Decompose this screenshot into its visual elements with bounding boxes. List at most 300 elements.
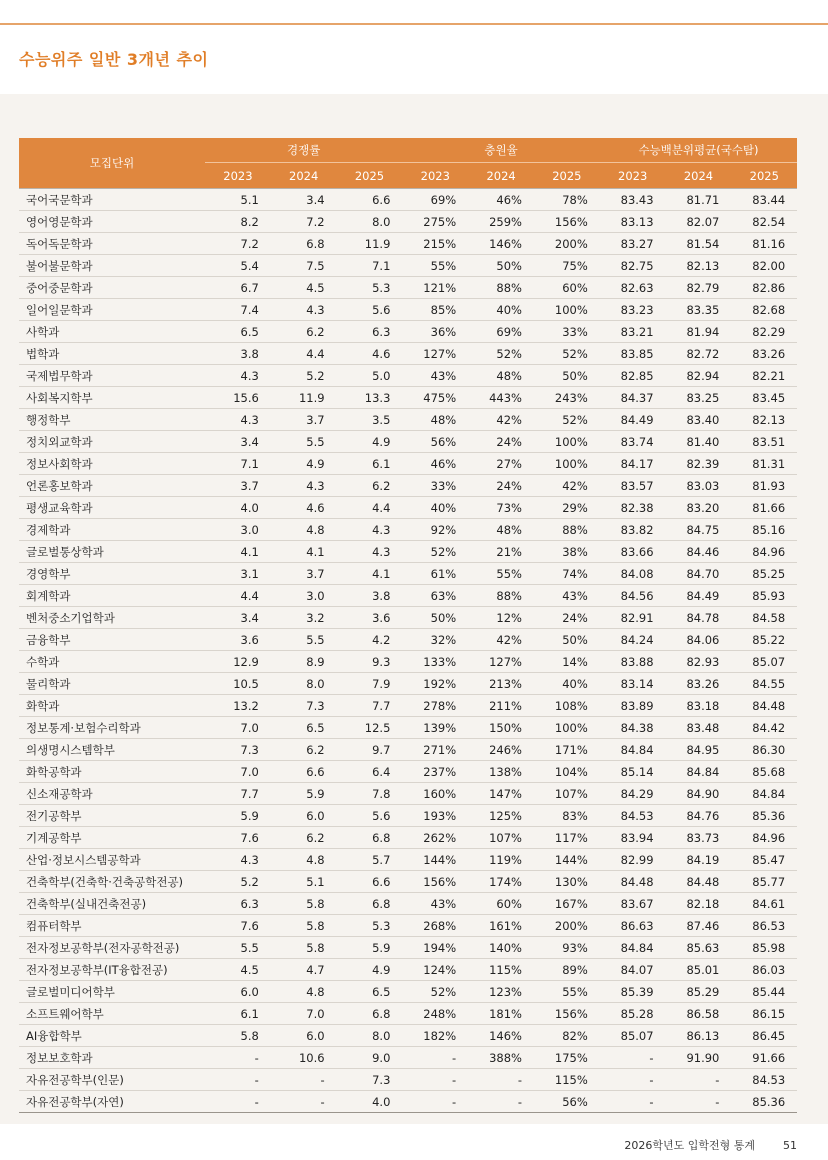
unit-name-cell: 불어불문학과	[19, 255, 205, 277]
value-cell: 100%	[534, 453, 600, 475]
value-cell: 7.0	[271, 1003, 337, 1025]
value-cell: 82.93	[666, 651, 732, 673]
value-cell: 200%	[534, 915, 600, 937]
value-cell: 13.2	[205, 695, 271, 717]
value-cell: -	[271, 1091, 337, 1113]
value-cell: 81.40	[666, 431, 732, 453]
value-cell: 138%	[468, 761, 534, 783]
table-row	[19, 233, 797, 255]
table-row	[19, 563, 797, 585]
table-row	[19, 299, 797, 321]
value-cell: 82.13	[666, 255, 732, 277]
unit-name-cell: AI융합학부	[19, 1025, 205, 1047]
value-cell: 4.6	[337, 343, 403, 365]
footer-title: 2026학년도 입학전형 통계	[624, 1139, 755, 1152]
value-cell: 84.06	[666, 629, 732, 651]
value-cell: 175%	[534, 1047, 600, 1069]
unit-name-cell: 건축학부(실내건축전공)	[19, 893, 205, 915]
page-title: 수능위주 일반 3개년 추이	[19, 50, 209, 69]
unit-name-cell: 법학과	[19, 343, 205, 365]
value-cell: 33%	[402, 475, 468, 497]
value-cell: 3.0	[205, 519, 271, 541]
value-cell: 55%	[534, 981, 600, 1003]
table-row	[19, 1025, 797, 1047]
unit-name-cell: 자유전공학부(자연)	[19, 1091, 205, 1113]
value-cell: 7.2	[205, 233, 271, 255]
table-row	[19, 277, 797, 299]
value-cell: 52%	[468, 343, 534, 365]
value-cell: 5.5	[205, 937, 271, 959]
unit-name-cell: 언론홍보학과	[19, 475, 205, 497]
unit-name-cell: 소프트웨어학부	[19, 1003, 205, 1025]
value-cell: 156%	[402, 871, 468, 893]
value-cell: 84.53	[600, 805, 666, 827]
value-cell: 6.2	[337, 475, 403, 497]
table-row	[19, 387, 797, 409]
table-row	[19, 475, 797, 497]
value-cell: 84.58	[731, 607, 797, 629]
value-cell: 7.3	[337, 1069, 403, 1091]
page-number: 51	[783, 1139, 797, 1152]
group-header-csat-percentile: 수능백분위평균(국수탐)	[600, 138, 797, 163]
value-cell: 89%	[534, 959, 600, 981]
value-cell: 81.94	[666, 321, 732, 343]
value-cell: 83.94	[600, 827, 666, 849]
table-row	[19, 519, 797, 541]
value-cell: 215%	[402, 233, 468, 255]
value-cell: 88%	[468, 277, 534, 299]
value-cell: 6.6	[337, 871, 403, 893]
table-row	[19, 431, 797, 453]
value-cell: 84.84	[666, 761, 732, 783]
value-cell: 193%	[402, 805, 468, 827]
admission-stats-table	[19, 138, 797, 1113]
value-cell: 125%	[468, 805, 534, 827]
value-cell: 27%	[468, 453, 534, 475]
value-cell: 82.68	[731, 299, 797, 321]
value-cell: 156%	[534, 211, 600, 233]
value-cell: 115%	[468, 959, 534, 981]
value-cell: 8.0	[337, 211, 403, 233]
value-cell: 278%	[402, 695, 468, 717]
value-cell: 6.8	[337, 893, 403, 915]
value-cell: 4.9	[337, 431, 403, 453]
value-cell: 84.29	[600, 783, 666, 805]
value-cell: 107%	[534, 783, 600, 805]
year-header: 2024	[468, 163, 534, 189]
value-cell: 5.8	[271, 937, 337, 959]
value-cell: 78%	[534, 189, 600, 211]
value-cell: 50%	[534, 365, 600, 387]
unit-name-cell: 독어독문학과	[19, 233, 205, 255]
value-cell: 83.20	[666, 497, 732, 519]
value-cell: 42%	[534, 475, 600, 497]
value-cell: 4.3	[205, 365, 271, 387]
value-cell: 84.49	[600, 409, 666, 431]
value-cell: 82.54	[731, 211, 797, 233]
value-cell: -	[468, 1069, 534, 1091]
value-cell: 91.66	[731, 1047, 797, 1069]
value-cell: 55%	[468, 563, 534, 585]
value-cell: 85.01	[666, 959, 732, 981]
value-cell: 50%	[402, 607, 468, 629]
value-cell: 160%	[402, 783, 468, 805]
value-cell: 60%	[534, 277, 600, 299]
value-cell: -	[205, 1069, 271, 1091]
value-cell: 4.9	[337, 959, 403, 981]
value-cell: 7.5	[271, 255, 337, 277]
year-header: 2025	[534, 163, 600, 189]
unit-name-cell: 수학과	[19, 651, 205, 673]
value-cell: 4.3	[205, 849, 271, 871]
value-cell: 82.85	[600, 365, 666, 387]
value-cell: 29%	[534, 497, 600, 519]
table-row	[19, 585, 797, 607]
value-cell: 85.47	[731, 849, 797, 871]
table-row	[19, 453, 797, 475]
unit-name-cell: 정보통계·보험수리학과	[19, 717, 205, 739]
value-cell: 475%	[402, 387, 468, 409]
table-row	[19, 343, 797, 365]
value-cell: 150%	[468, 717, 534, 739]
value-cell: 82.72	[666, 343, 732, 365]
table-row	[19, 365, 797, 387]
table-row	[19, 871, 797, 893]
value-cell: 182%	[402, 1025, 468, 1047]
value-cell: 14%	[534, 651, 600, 673]
unit-name-cell: 경제학과	[19, 519, 205, 541]
value-cell: 50%	[534, 629, 600, 651]
value-cell: 87.46	[666, 915, 732, 937]
value-cell: 85.29	[666, 981, 732, 1003]
value-cell: 84.53	[731, 1069, 797, 1091]
value-cell: 4.2	[337, 629, 403, 651]
value-cell: 83.13	[600, 211, 666, 233]
unit-name-cell: 사학과	[19, 321, 205, 343]
value-cell: 388%	[468, 1047, 534, 1069]
value-cell: 117%	[534, 827, 600, 849]
value-cell: 52%	[402, 541, 468, 563]
value-cell: 86.13	[666, 1025, 732, 1047]
value-cell: 52%	[402, 981, 468, 1003]
value-cell: 194%	[402, 937, 468, 959]
value-cell: 86.53	[731, 915, 797, 937]
value-cell: 83%	[534, 805, 600, 827]
value-cell: 5.8	[271, 893, 337, 915]
value-cell: 3.2	[271, 607, 337, 629]
unit-name-cell: 전자정보공학부(전자공학전공)	[19, 937, 205, 959]
group-header-fill-rate: 충원율	[402, 138, 599, 163]
value-cell: 52%	[534, 343, 600, 365]
value-cell: 174%	[468, 871, 534, 893]
table-row	[19, 607, 797, 629]
value-cell: 4.1	[205, 541, 271, 563]
value-cell: 6.3	[205, 893, 271, 915]
value-cell: 161%	[468, 915, 534, 937]
value-cell: 91.90	[666, 1047, 732, 1069]
value-cell: 12.9	[205, 651, 271, 673]
value-cell: 6.5	[337, 981, 403, 1003]
value-cell: 46%	[402, 453, 468, 475]
value-cell: 5.8	[205, 1025, 271, 1047]
value-cell: 48%	[468, 365, 534, 387]
value-cell: 85.68	[731, 761, 797, 783]
value-cell: -	[600, 1069, 666, 1091]
stats-table-wrapper	[19, 138, 797, 1113]
value-cell: 48%	[402, 409, 468, 431]
table-row	[19, 321, 797, 343]
value-cell: 84.08	[600, 563, 666, 585]
table-row	[19, 541, 797, 563]
unit-name-cell: 국제법무학과	[19, 365, 205, 387]
value-cell: 6.5	[271, 717, 337, 739]
value-cell: 4.4	[205, 585, 271, 607]
unit-name-cell: 국어국문학과	[19, 189, 205, 211]
value-cell: 36%	[402, 321, 468, 343]
value-cell: 171%	[534, 739, 600, 761]
value-cell: 40%	[402, 497, 468, 519]
value-cell: 268%	[402, 915, 468, 937]
value-cell: 85.36	[731, 1091, 797, 1113]
value-cell: 6.5	[205, 321, 271, 343]
value-cell: 84.76	[666, 805, 732, 827]
value-cell: 42%	[468, 409, 534, 431]
unit-name-cell: 평생교육학과	[19, 497, 205, 519]
value-cell: 6.0	[205, 981, 271, 1003]
unit-name-cell: 자유전공학부(인문)	[19, 1069, 205, 1091]
value-cell: 5.5	[271, 431, 337, 453]
value-cell: 5.4	[205, 255, 271, 277]
value-cell: 83.23	[600, 299, 666, 321]
value-cell: 6.3	[337, 321, 403, 343]
value-cell: 24%	[468, 475, 534, 497]
value-cell: 443%	[468, 387, 534, 409]
value-cell: 144%	[534, 849, 600, 871]
value-cell: -	[468, 1091, 534, 1113]
value-cell: 83.89	[600, 695, 666, 717]
table-row	[19, 255, 797, 277]
value-cell: 4.5	[271, 277, 337, 299]
value-cell: 5.6	[337, 805, 403, 827]
value-cell: 246%	[468, 739, 534, 761]
value-cell: 82.91	[600, 607, 666, 629]
value-cell: 84.24	[600, 629, 666, 651]
value-cell: 84.70	[666, 563, 732, 585]
value-cell: 8.0	[337, 1025, 403, 1047]
unit-name-cell: 글로벌통상학과	[19, 541, 205, 563]
value-cell: 5.6	[337, 299, 403, 321]
value-cell: 84.95	[666, 739, 732, 761]
value-cell: 84.90	[666, 783, 732, 805]
value-cell: 130%	[534, 871, 600, 893]
value-cell: 83.44	[731, 189, 797, 211]
unit-name-cell: 신소재공학과	[19, 783, 205, 805]
value-cell: 85.07	[731, 651, 797, 673]
table-row	[19, 805, 797, 827]
value-cell: 46%	[468, 189, 534, 211]
value-cell: 24%	[534, 607, 600, 629]
value-cell: 56%	[534, 1091, 600, 1113]
value-cell: 4.5	[205, 959, 271, 981]
value-cell: 5.9	[271, 783, 337, 805]
value-cell: 121%	[402, 277, 468, 299]
unit-name-cell: 정보보호학과	[19, 1047, 205, 1069]
value-cell: 84.84	[731, 783, 797, 805]
value-cell: 81.93	[731, 475, 797, 497]
value-cell: 13.3	[337, 387, 403, 409]
value-cell: 4.8	[271, 981, 337, 1003]
value-cell: 84.07	[600, 959, 666, 981]
value-cell: 83.27	[600, 233, 666, 255]
value-cell: 84.17	[600, 453, 666, 475]
value-cell: 81.66	[731, 497, 797, 519]
unit-name-cell: 벤처중소기업학과	[19, 607, 205, 629]
value-cell: 84.84	[600, 937, 666, 959]
value-cell: 3.7	[205, 475, 271, 497]
value-cell: 6.2	[271, 827, 337, 849]
value-cell: 88%	[468, 585, 534, 607]
value-cell: 5.3	[337, 915, 403, 937]
value-cell: 85.98	[731, 937, 797, 959]
value-cell: 5.2	[271, 365, 337, 387]
unit-name-cell: 컴퓨터학부	[19, 915, 205, 937]
value-cell: 7.0	[205, 761, 271, 783]
value-cell: 127%	[402, 343, 468, 365]
header-row-groups	[19, 138, 797, 163]
value-cell: 5.2	[205, 871, 271, 893]
value-cell: 42%	[468, 629, 534, 651]
table-row	[19, 761, 797, 783]
unit-name-cell: 영어영문학과	[19, 211, 205, 233]
value-cell: -	[402, 1047, 468, 1069]
value-cell: 50%	[468, 255, 534, 277]
value-cell: -	[666, 1091, 732, 1113]
value-cell: 84.48	[600, 871, 666, 893]
value-cell: 4.9	[271, 453, 337, 475]
value-cell: 75%	[534, 255, 600, 277]
unit-name-cell: 사회복지학부	[19, 387, 205, 409]
table-row	[19, 893, 797, 915]
year-header: 2025	[731, 163, 797, 189]
value-cell: 85.22	[731, 629, 797, 651]
value-cell: 48%	[468, 519, 534, 541]
year-header: 2024	[666, 163, 732, 189]
value-cell: 6.8	[337, 1003, 403, 1025]
group-header-competition: 경쟁률	[205, 138, 402, 163]
value-cell: 146%	[468, 1025, 534, 1047]
value-cell: 84.96	[731, 541, 797, 563]
value-cell: 7.3	[271, 695, 337, 717]
value-cell: 140%	[468, 937, 534, 959]
value-cell: 69%	[468, 321, 534, 343]
unit-name-cell: 물리학과	[19, 673, 205, 695]
value-cell: 4.8	[271, 519, 337, 541]
value-cell: 123%	[468, 981, 534, 1003]
value-cell: 83.43	[600, 189, 666, 211]
value-cell: 83.88	[600, 651, 666, 673]
value-cell: 85.44	[731, 981, 797, 1003]
table-row	[19, 497, 797, 519]
value-cell: 83.21	[600, 321, 666, 343]
value-cell: 146%	[468, 233, 534, 255]
unit-name-cell: 행정학부	[19, 409, 205, 431]
value-cell: 24%	[468, 431, 534, 453]
year-header: 2024	[271, 163, 337, 189]
value-cell: 11.9	[337, 233, 403, 255]
value-cell: 83.51	[731, 431, 797, 453]
value-cell: 7.6	[205, 915, 271, 937]
unit-name-cell: 정치외교학과	[19, 431, 205, 453]
value-cell: 5.8	[271, 915, 337, 937]
value-cell: 83.67	[600, 893, 666, 915]
value-cell: 82%	[534, 1025, 600, 1047]
value-cell: 7.1	[337, 255, 403, 277]
value-cell: 84.84	[600, 739, 666, 761]
unit-name-cell: 산업·정보시스템공학과	[19, 849, 205, 871]
value-cell: 83.74	[600, 431, 666, 453]
value-cell: 4.7	[271, 959, 337, 981]
value-cell: 9.7	[337, 739, 403, 761]
value-cell: 5.9	[337, 937, 403, 959]
value-cell: 40%	[468, 299, 534, 321]
value-cell: 6.2	[271, 321, 337, 343]
value-cell: 84.49	[666, 585, 732, 607]
value-cell: 5.1	[205, 189, 271, 211]
value-cell: 83.40	[666, 409, 732, 431]
unit-name-cell: 기계공학부	[19, 827, 205, 849]
value-cell: 108%	[534, 695, 600, 717]
value-cell: 192%	[402, 673, 468, 695]
value-cell: -	[600, 1047, 666, 1069]
year-header: 2025	[337, 163, 403, 189]
value-cell: 144%	[402, 849, 468, 871]
value-cell: 5.1	[271, 871, 337, 893]
value-cell: -	[205, 1047, 271, 1069]
value-cell: 83.18	[666, 695, 732, 717]
value-cell: 100%	[534, 717, 600, 739]
table-row	[19, 409, 797, 431]
value-cell: 3.1	[205, 563, 271, 585]
value-cell: 3.8	[205, 343, 271, 365]
value-cell: 82.99	[600, 849, 666, 871]
value-cell: 43%	[534, 585, 600, 607]
value-cell: 82.39	[666, 453, 732, 475]
value-cell: 85.77	[731, 871, 797, 893]
value-cell: 4.4	[337, 497, 403, 519]
value-cell: 156%	[534, 1003, 600, 1025]
value-cell: 6.6	[271, 761, 337, 783]
value-cell: 147%	[468, 783, 534, 805]
value-cell: -	[402, 1069, 468, 1091]
value-cell: -	[271, 1069, 337, 1091]
value-cell: 82.38	[600, 497, 666, 519]
value-cell: 84.55	[731, 673, 797, 695]
table-row	[19, 211, 797, 233]
value-cell: 83.26	[731, 343, 797, 365]
value-cell: 7.2	[271, 211, 337, 233]
value-cell: 139%	[402, 717, 468, 739]
value-cell: 3.4	[205, 607, 271, 629]
value-cell: 83.57	[600, 475, 666, 497]
value-cell: 133%	[402, 651, 468, 673]
value-cell: 85.16	[731, 519, 797, 541]
value-cell: 43%	[402, 365, 468, 387]
page-footer	[624, 1137, 797, 1153]
value-cell: 82.13	[731, 409, 797, 431]
unit-name-cell: 전자정보공학부(IT융합전공)	[19, 959, 205, 981]
value-cell: 4.1	[271, 541, 337, 563]
value-cell: 7.9	[337, 673, 403, 695]
